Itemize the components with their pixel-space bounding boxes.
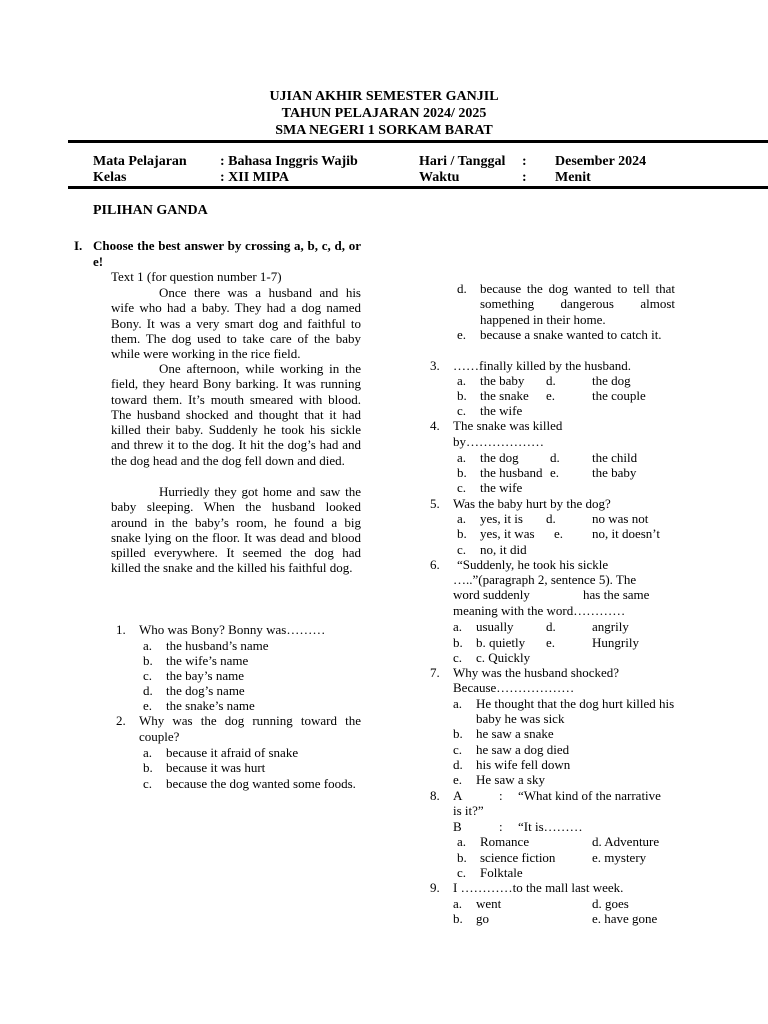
q7-option-b-letter: b. bbox=[453, 726, 463, 741]
q9-option-a-letter: a. bbox=[453, 896, 463, 911]
q3-option-e-letter: e. bbox=[546, 388, 556, 403]
q8-colon-a: : bbox=[499, 788, 503, 803]
q4-text-line1: The snake was killed bbox=[453, 418, 563, 433]
q6-text-line3b: has the same bbox=[583, 587, 650, 602]
q4-option-e[interactable]: the baby bbox=[592, 465, 637, 480]
q7-option-c[interactable]: he saw a dog died bbox=[476, 742, 570, 757]
q5-option-b-letter: b. bbox=[457, 526, 467, 541]
q4-option-b[interactable]: the husband bbox=[480, 465, 543, 480]
subject-label: Mata Pelajaran bbox=[93, 154, 187, 169]
text1-paragraph-1: Once there was a husband and his wife who had a baby. They had a dog named Bony. It was a very smart dog and faithful to them. The dog used to take care of the baby while were working in the rice field. bbox=[111, 285, 361, 362]
q3-option-e[interactable]: the couple bbox=[592, 388, 646, 403]
q7-option-c-letter: c. bbox=[453, 742, 463, 757]
q2-option-d[interactable]: because the dog wanted to tell that something dangerous almost happened in their home. bbox=[480, 281, 675, 327]
q8-text-b: “It is……… bbox=[518, 819, 583, 834]
q7-number: 7. bbox=[430, 665, 440, 680]
q8-option-c[interactable]: Folktale bbox=[480, 865, 523, 880]
q3-option-d-letter: d. bbox=[546, 373, 556, 388]
q2-option-e[interactable]: because a snake wanted to catch it. bbox=[480, 327, 662, 342]
q1-option-c[interactable]: the bay’s name bbox=[166, 668, 244, 683]
q2-text: Why was the dog running toward the couple? bbox=[139, 713, 361, 744]
subject-value: : Bahasa Inggris Wajib bbox=[220, 154, 358, 169]
q1-option-c-letter: c. bbox=[143, 668, 153, 683]
q8-text-line2: is it?” bbox=[453, 803, 484, 818]
q2-number: 2. bbox=[116, 713, 126, 728]
q4-text-line2: by……………… bbox=[453, 434, 544, 449]
q8-number: 8. bbox=[430, 788, 440, 803]
time-value: Menit bbox=[555, 170, 591, 185]
q3-option-a[interactable]: the baby bbox=[480, 373, 525, 388]
q3-option-c-letter: c. bbox=[457, 403, 467, 418]
q9-number: 9. bbox=[430, 880, 440, 895]
q2-option-c-letter: c. bbox=[143, 776, 153, 791]
q6-option-c-letter: c. bbox=[453, 650, 463, 665]
date-value: Desember 2024 bbox=[555, 154, 647, 169]
q4-option-d-letter: d. bbox=[550, 450, 560, 465]
academic-year: TAHUN PELAJARAN 2024/ 2025 bbox=[281, 106, 487, 121]
q4-option-c[interactable]: the wife bbox=[480, 480, 523, 495]
q8-option-b-letter: b. bbox=[457, 850, 467, 865]
date-colon: : bbox=[522, 154, 527, 169]
q6-text-line3a: word suddenly bbox=[453, 587, 530, 602]
q5-option-a-letter: a. bbox=[457, 511, 467, 526]
q4-option-a-letter: a. bbox=[457, 450, 467, 465]
q9-option-d[interactable]: d. goes bbox=[592, 896, 629, 911]
q2-option-b[interactable]: because it was hurt bbox=[166, 760, 266, 775]
q2-option-a[interactable]: because it afraid of snake bbox=[166, 745, 299, 760]
q6-text-line4: meaning with the word………… bbox=[453, 603, 626, 618]
time-colon: : bbox=[522, 170, 527, 185]
q6-text-line1: “Suddenly, he took his sickle bbox=[457, 557, 609, 572]
q3-text: ……finally killed by the husband. bbox=[453, 358, 632, 373]
q7-option-e-letter: e. bbox=[453, 772, 463, 787]
section-title: PILIHAN GANDA bbox=[93, 203, 208, 218]
q9-option-a[interactable]: went bbox=[476, 896, 502, 911]
q5-option-e-letter: e. bbox=[554, 526, 564, 541]
q6-option-d-letter: d. bbox=[546, 619, 556, 634]
q8-speaker-b: B bbox=[453, 819, 462, 834]
q8-text-a: “What kind of the narrative bbox=[518, 788, 661, 803]
q9-option-b[interactable]: go bbox=[476, 911, 489, 926]
q8-option-c-letter: c. bbox=[457, 865, 467, 880]
q5-option-a[interactable]: yes, it is bbox=[480, 511, 523, 526]
q9-option-b-letter: b. bbox=[453, 911, 463, 926]
q6-text-line2: …..”(paragraph 2, sentence 5). The bbox=[453, 572, 637, 587]
q3-option-d[interactable]: the dog bbox=[592, 373, 631, 388]
q5-option-d[interactable]: no was not bbox=[592, 511, 649, 526]
q8-option-e[interactable]: e. mystery bbox=[592, 850, 647, 865]
header-divider bbox=[68, 140, 768, 143]
q7-option-e[interactable]: He saw a sky bbox=[476, 772, 545, 787]
q9-text: I …………to the mall last week. bbox=[453, 880, 624, 895]
q7-option-b[interactable]: he saw a snake bbox=[476, 726, 554, 741]
q4-option-b-letter: b. bbox=[457, 465, 467, 480]
q4-option-d[interactable]: the child bbox=[592, 450, 638, 465]
q1-option-e-letter: e. bbox=[143, 698, 153, 713]
q6-option-b[interactable]: b. quietly bbox=[476, 635, 526, 650]
q1-number: 1. bbox=[116, 622, 126, 637]
q6-option-b-letter: b. bbox=[453, 635, 463, 650]
q6-option-d[interactable]: angrily bbox=[592, 619, 629, 634]
q7-text-line1: Why was the husband shocked? bbox=[453, 665, 620, 680]
q6-number: 6. bbox=[430, 557, 440, 572]
q7-option-d-letter: d. bbox=[453, 757, 463, 772]
q6-option-e[interactable]: Hungrily bbox=[592, 635, 639, 650]
q2-option-a-letter: a. bbox=[143, 745, 153, 760]
q3-option-c[interactable]: the wife bbox=[480, 403, 523, 418]
q3-option-b[interactable]: the snake bbox=[480, 388, 529, 403]
info-divider bbox=[68, 186, 768, 189]
q4-option-e-letter: e. bbox=[550, 465, 560, 480]
q5-option-d-letter: d. bbox=[546, 511, 556, 526]
q4-option-c-letter: c. bbox=[457, 480, 467, 495]
q9-option-e[interactable]: e. have gone bbox=[592, 911, 658, 926]
q8-colon-b: : bbox=[499, 819, 503, 834]
instruction-text: Choose the best answer by crossing a, b, c, d, or e! bbox=[93, 238, 361, 269]
q5-option-c-letter: c. bbox=[457, 542, 467, 557]
q1-option-a[interactable]: the husband’s name bbox=[166, 638, 269, 653]
q4-number: 4. bbox=[430, 418, 440, 433]
q7-option-a[interactable]: He thought that the dog hurt killed his baby he was sick bbox=[476, 696, 675, 727]
q5-option-c[interactable]: no, it did bbox=[480, 542, 527, 557]
q3-option-a-letter: a. bbox=[457, 373, 467, 388]
q1-option-e[interactable]: the snake’s name bbox=[166, 698, 255, 713]
q6-option-e-letter: e. bbox=[546, 635, 556, 650]
q1-option-b-letter: b. bbox=[143, 653, 153, 668]
q1-text: Who was Bony? Bonny was……… bbox=[139, 622, 326, 637]
q8-speaker-a: A bbox=[453, 788, 463, 803]
q1-option-d[interactable]: the dog’s name bbox=[166, 683, 245, 698]
q5-number: 5. bbox=[430, 496, 440, 511]
q7-option-a-letter: a. bbox=[453, 696, 463, 711]
q8-option-a-letter: a. bbox=[457, 834, 467, 849]
q1-option-b[interactable]: the wife’s name bbox=[166, 653, 249, 668]
time-label: Waktu bbox=[419, 170, 460, 185]
q2-option-b-letter: b. bbox=[143, 760, 153, 775]
q6-option-a-letter: a. bbox=[453, 619, 463, 634]
q3-number: 3. bbox=[430, 358, 440, 373]
q2-option-d-letter: d. bbox=[457, 281, 467, 296]
instruction-number: I. bbox=[74, 238, 83, 253]
class-label: Kelas bbox=[93, 170, 127, 185]
q1-option-d-letter: d. bbox=[143, 683, 153, 698]
q8-option-b[interactable]: science fiction bbox=[480, 850, 556, 865]
q2-option-c[interactable]: because the dog wanted some foods. bbox=[166, 776, 356, 791]
text1-paragraph-2: One afternoon, while working in the field, they heard Bony barking. It was running toward them. It’s mouth smeared with blood. The husband shocked and thought that it had killed their baby. Suddenly he took his sickle and threw it to the dog. It hit the dog’s had and the dog head and the dog fell down and died. bbox=[111, 361, 361, 468]
q8-option-a[interactable]: Romance bbox=[480, 834, 530, 849]
q5-text: Was the baby hurt by the dog? bbox=[453, 496, 611, 511]
class-value: : XII MIPA bbox=[220, 170, 289, 185]
q4-option-a[interactable]: the dog bbox=[480, 450, 519, 465]
text1-paragraph-3: Hurriedly they got home and saw the baby sleeping. When the husband looked around in the baby’s room, he found a big snake lying on the floor. It was dead and blood spilled everywhere. It seemed the dog had killed the snake and the killed his faithful dog. bbox=[111, 484, 361, 576]
q2-option-e-letter: e. bbox=[457, 327, 467, 342]
date-label: Hari / Tanggal bbox=[419, 154, 506, 169]
text1-title: Text 1 (for question number 1-7) bbox=[111, 269, 282, 284]
exam-title: UJIAN AKHIR SEMESTER GANJIL bbox=[269, 89, 499, 104]
q7-text-line2: Because……………… bbox=[453, 680, 575, 695]
q3-option-b-letter: b. bbox=[457, 388, 467, 403]
school-name: SMA NEGERI 1 SORKAM BARAT bbox=[275, 123, 493, 138]
q8-option-d[interactable]: d. Adventure bbox=[592, 834, 660, 849]
q1-option-a-letter: a. bbox=[143, 638, 153, 653]
q7-option-d[interactable]: his wife fell down bbox=[476, 757, 571, 772]
q6-option-a[interactable]: usually bbox=[476, 619, 514, 634]
q5-option-e[interactable]: no, it doesn’t bbox=[592, 526, 661, 541]
q5-option-b[interactable]: yes, it was bbox=[480, 526, 535, 541]
q6-option-c[interactable]: c. Quickly bbox=[476, 650, 531, 665]
